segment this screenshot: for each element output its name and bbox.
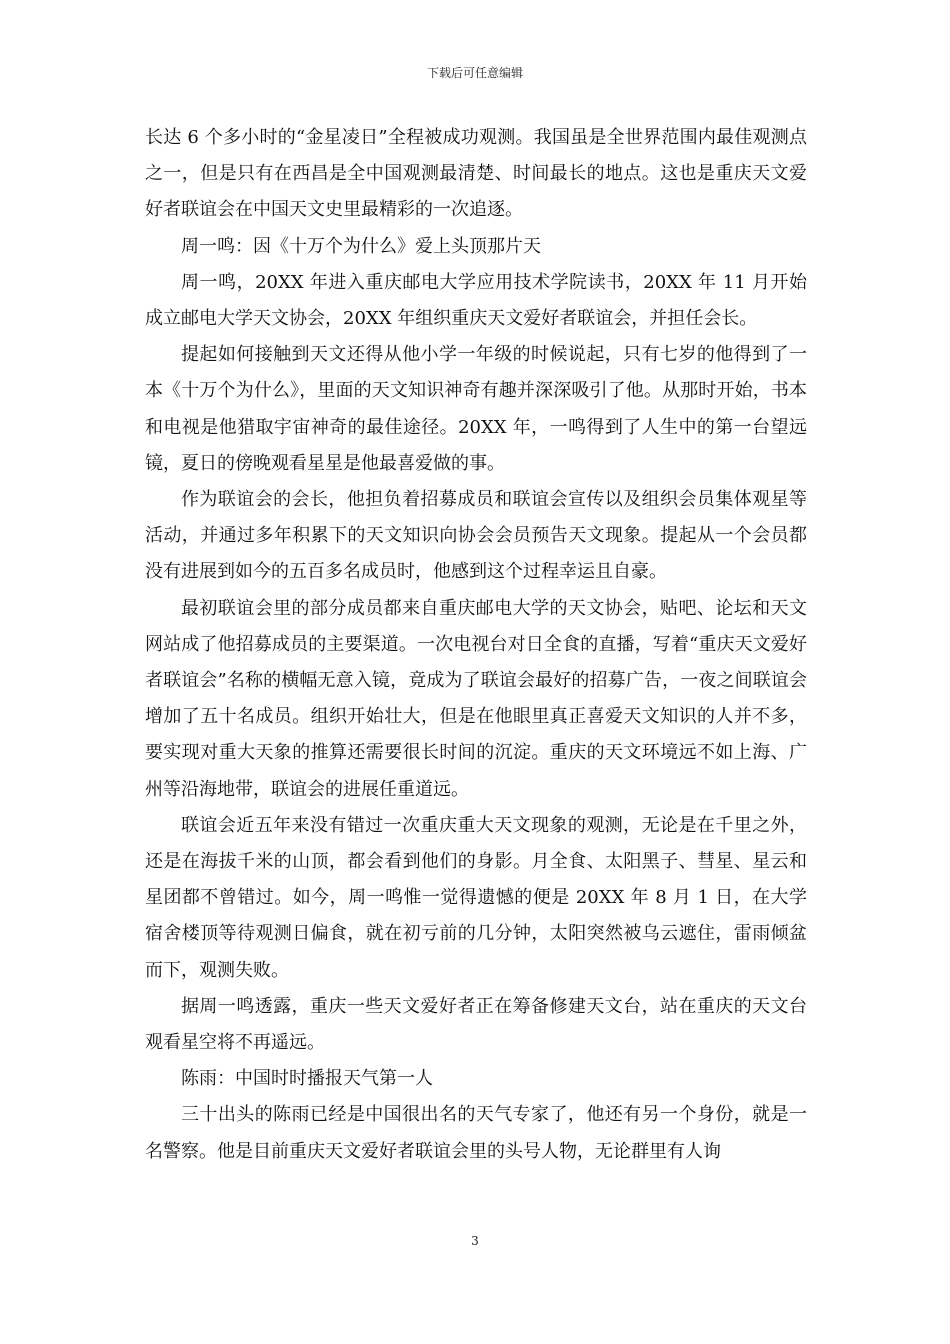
page-number: 3 <box>471 1234 479 1248</box>
section-heading-chen-yu: 陈雨：中国时时播报天气第一人 <box>181 1068 433 1090</box>
paragraph: 三十出头的陈雨已经是中国很出名的天气专家了，他还有另一个身份，就是一名警察。他是目前重庆天文爱好者联谊会里的头号人物，无论群里有人询 <box>145 1104 807 1162</box>
paragraph: 周一鸣，20XX 年进入重庆邮电大学应用技术学院读书，20XX 年 11 月开始成立邮电大学天文协会，20XX 年组织重庆天文爱好者联谊会，并担任会长。 <box>145 271 807 330</box>
paragraph: 最初联谊会里的部分成员都来自重庆邮电大学的天文协会，贴吧、论坛和天文网站成了他招募成员的主要渠道。一次电视台对日全食的直播，写着“重庆天文爱好者联谊会”名称的横幅无意入镜，竟成为了联谊会最好的招募广告，一夜之间联谊会增加了五十名成员。组织开始壮大，但是在他眼里真正喜爱天文知识的人并不多，要实现对重大天象的推算还需要很长时间的沉淀。重庆的天文环境远不如上海、广州等沿海地带，联谊会的进展任重道远。 <box>145 597 807 800</box>
paragraph: 提起如何接触到天文还得从他小学一年级的时候说起，只有七岁的他得到了一本《十万个为什么》，里面的天文知识神奇有趣并深深吸引了他。从那时开始，书本和电视是他猎取宇宙神奇的最佳途径。20XX 年，一鸣得到了人生中的第一台望远镜，夏日的傍晚观看星星是他最喜爱做的事。 <box>145 344 807 474</box>
page-header: 下载后可任意编辑 <box>426 66 523 80</box>
paragraph: 联谊会近五年来没有错过一次重庆重大天文现象的观测，无论是在千里之外，还是在海拔千米的山顶，都会看到他们的身影。月全食、太阳黑子、彗星、星云和星团都不曾错过。如今，周一鸣惟一觉得遗憾的便是 20XX 年 8 月 1 日，在大学宿舍楼顶等待观测日偏食，就在初亏前的几分钟，太阳突然被乌云遮住，雷雨倾盆而下，观测失败。 <box>145 814 807 981</box>
body-text <box>145 120 807 1170</box>
paragraph: 据周一鸣透露，重庆一些天文爱好者正在筹备修建天文台，站在重庆的天文台观看星空将不再遥远。 <box>145 995 807 1054</box>
paragraph-continued: 长达 6 个多小时的“金星凌日”全程被成功观测。我国虽是全世界范围内最佳观测点之一，但是只有在西昌是全中国观测最清楚、时间最长的地点。这也是重庆天文爱好者联谊会在中国天文史里最精彩的一次追逐。 <box>145 127 807 221</box>
paragraph: 作为联谊会的会长，他担负着招募成员和联谊会宣传以及组织会员集体观星等活动，并通过多年积累下的天文知识向协会会员预告天文现象。提起从一个会员都没有进展到如今的五百多名成员时，他感到这个过程幸运且自豪。 <box>145 489 807 583</box>
section-heading-zhou-yiming: 周一鸣：因《十万个为什么》爱上头顶那片天 <box>181 235 541 257</box>
